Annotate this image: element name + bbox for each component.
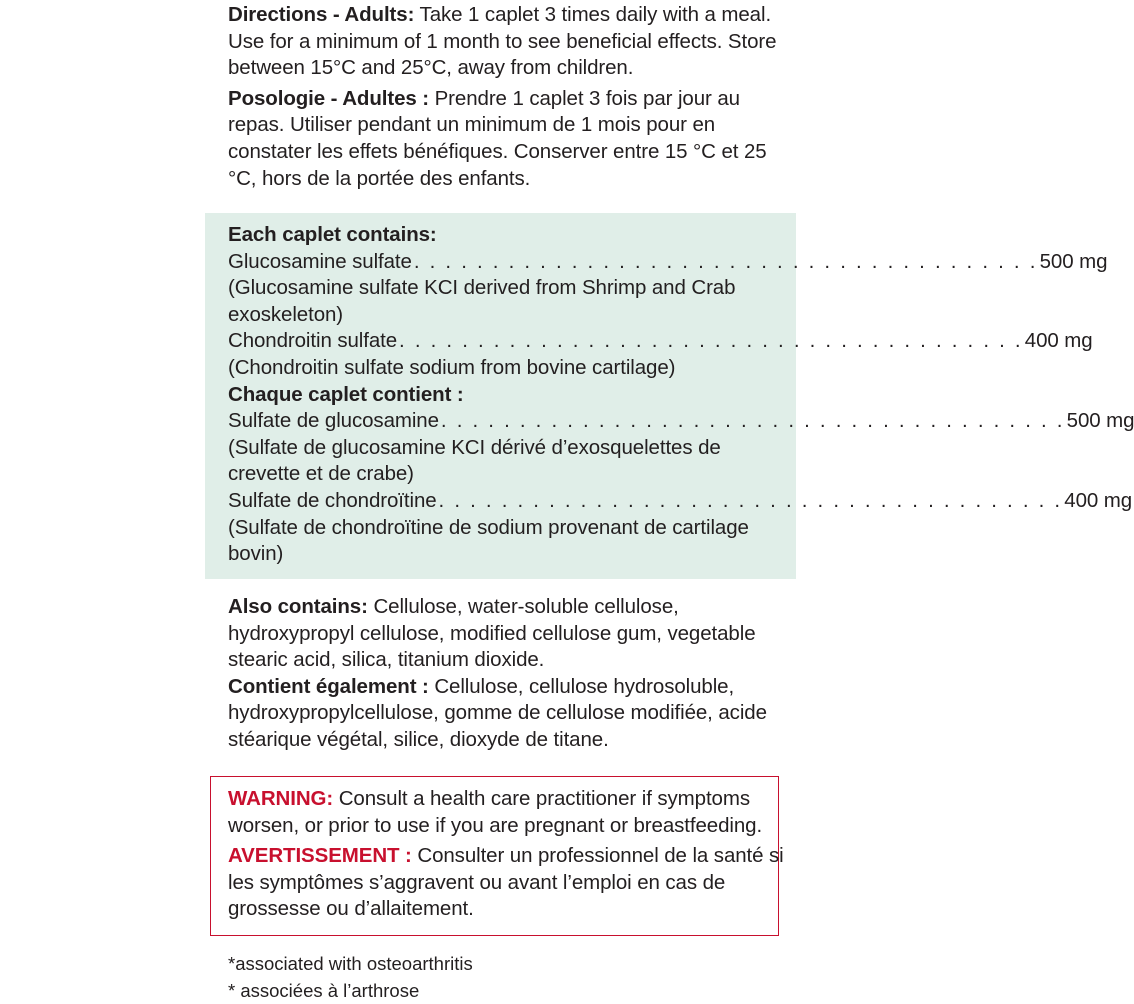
ingredient-note: (Glucosamine sulfate KCI derived from Shrimp and Crab exoskeleton) — [228, 276, 736, 326]
directions-en-heading: Directions - Adults: — [228, 3, 415, 26]
footnote-fr: * associées à l’arthrose — [228, 980, 420, 1001]
warning-en-heading: WARNING: — [228, 787, 334, 810]
warning-fr-text: Consulter un professionnel de la santé si les symptômes s’aggravent ou avant l’emploi en cas de grossesse ou d’allaitement. — [228, 844, 784, 921]
also-contains-en-text: Cellulose, water-soluble cellulose, hydroxypropyl cellulose, modified cellulose gum, vegetable stearic acid, silica, titanium dioxide. — [228, 595, 756, 672]
ingredient-amount: 400 mg — [1064, 488, 1133, 512]
leader-dots: . . . . . . . . . . . . . . . . . . . . . . . . . . . . . . . . . . . . . . . . — [438, 488, 1063, 512]
also-contains-fr-text: Cellulose, cellulose hydrosoluble, hydroxypropylcellulose, gomme de cellulose modifiée, acide stéarique végétal, silice, dioxyde de titane. — [228, 674, 767, 751]
directions-en — [228, 2, 788, 82]
also-contains-en — [228, 594, 788, 674]
warning-section — [228, 786, 788, 923]
ingredients-section — [228, 222, 1134, 568]
ingredient-name: Chondroitin sulfate — [228, 329, 398, 353]
ingredient-name: Glucosamine sulfate — [228, 249, 412, 273]
also-contains-en-heading: Also contains: — [228, 595, 368, 618]
warning-fr — [228, 843, 788, 923]
directions-fr-heading: Posologie - Adultes : — [228, 86, 430, 110]
ingredients-en-heading: Each caplet contains: — [228, 223, 437, 246]
ingredient-row — [228, 249, 1108, 276]
footnotes — [228, 950, 788, 1004]
ingredient-amount: 500 mg — [1066, 409, 1134, 433]
ingredient-amount: 400 mg — [1024, 329, 1093, 353]
also-contains-section — [228, 594, 788, 754]
warning-en-text: Consult a health care practitioner if symptoms worsen, or prior to use if you are pregnant or breastfeeding. — [228, 787, 763, 837]
leader-dots: . . . . . . . . . . . . . . . . . . . . . . . . . . . . . . . . . . . . . . . . — [413, 249, 1038, 273]
ingredient-note: (Chondroitin sulfate sodium from bovine cartilage) — [228, 355, 676, 379]
ingredient-name: Sulfate de glucosamine — [228, 409, 439, 433]
ingredient-amount: 500 mg — [1039, 249, 1108, 273]
ingredient-row — [228, 408, 1134, 435]
ingredient-note: (Sulfate de glucosamine KCI dérivé d’exosquelettes de crevette et de crabe) — [228, 435, 721, 486]
also-contains-fr — [228, 674, 788, 754]
leader-dots: . . . . . . . . . . . . . . . . . . . . . . . . . . . . . . . . . . . . . . . . — [440, 409, 1065, 433]
leader-dots: . . . . . . . . . . . . . . . . . . . . . . . . . . . . . . . . . . . . . . . . — [399, 329, 1023, 353]
also-contains-fr-heading: Contient également : — [228, 674, 429, 698]
footnote-en: *associated with osteoarthritis — [228, 953, 473, 974]
directions-fr-text: Prendre 1 caplet 3 fois par jour au repas. Utiliser pendant un minimum de 1 mois pour en constater les effets bénéfiques. Conserver entre 15 °C et 25 °C, hors de la portée des enfants. — [228, 86, 767, 190]
ingredients-fr-heading: Chaque caplet contient : — [228, 382, 464, 406]
ingredient-name: Sulfate de chondroïtine — [228, 488, 437, 512]
directions-en-text: Take 1 caplet 3 times daily with a meal. Use for a minimum of 1 month to see beneficial effects. Store between 15°C and 25°C, away from children. — [228, 3, 777, 80]
warning-en — [228, 786, 788, 839]
ingredient-note: (Sulfate de chondroïtine de sodium provenant de cartilage bovin) — [228, 515, 749, 566]
ingredient-row — [228, 328, 1093, 355]
warning-fr-heading: AVERTISSEMENT : — [228, 844, 412, 868]
directions-fr — [228, 86, 788, 192]
directions-section — [228, 2, 788, 192]
ingredient-row — [228, 488, 1133, 515]
